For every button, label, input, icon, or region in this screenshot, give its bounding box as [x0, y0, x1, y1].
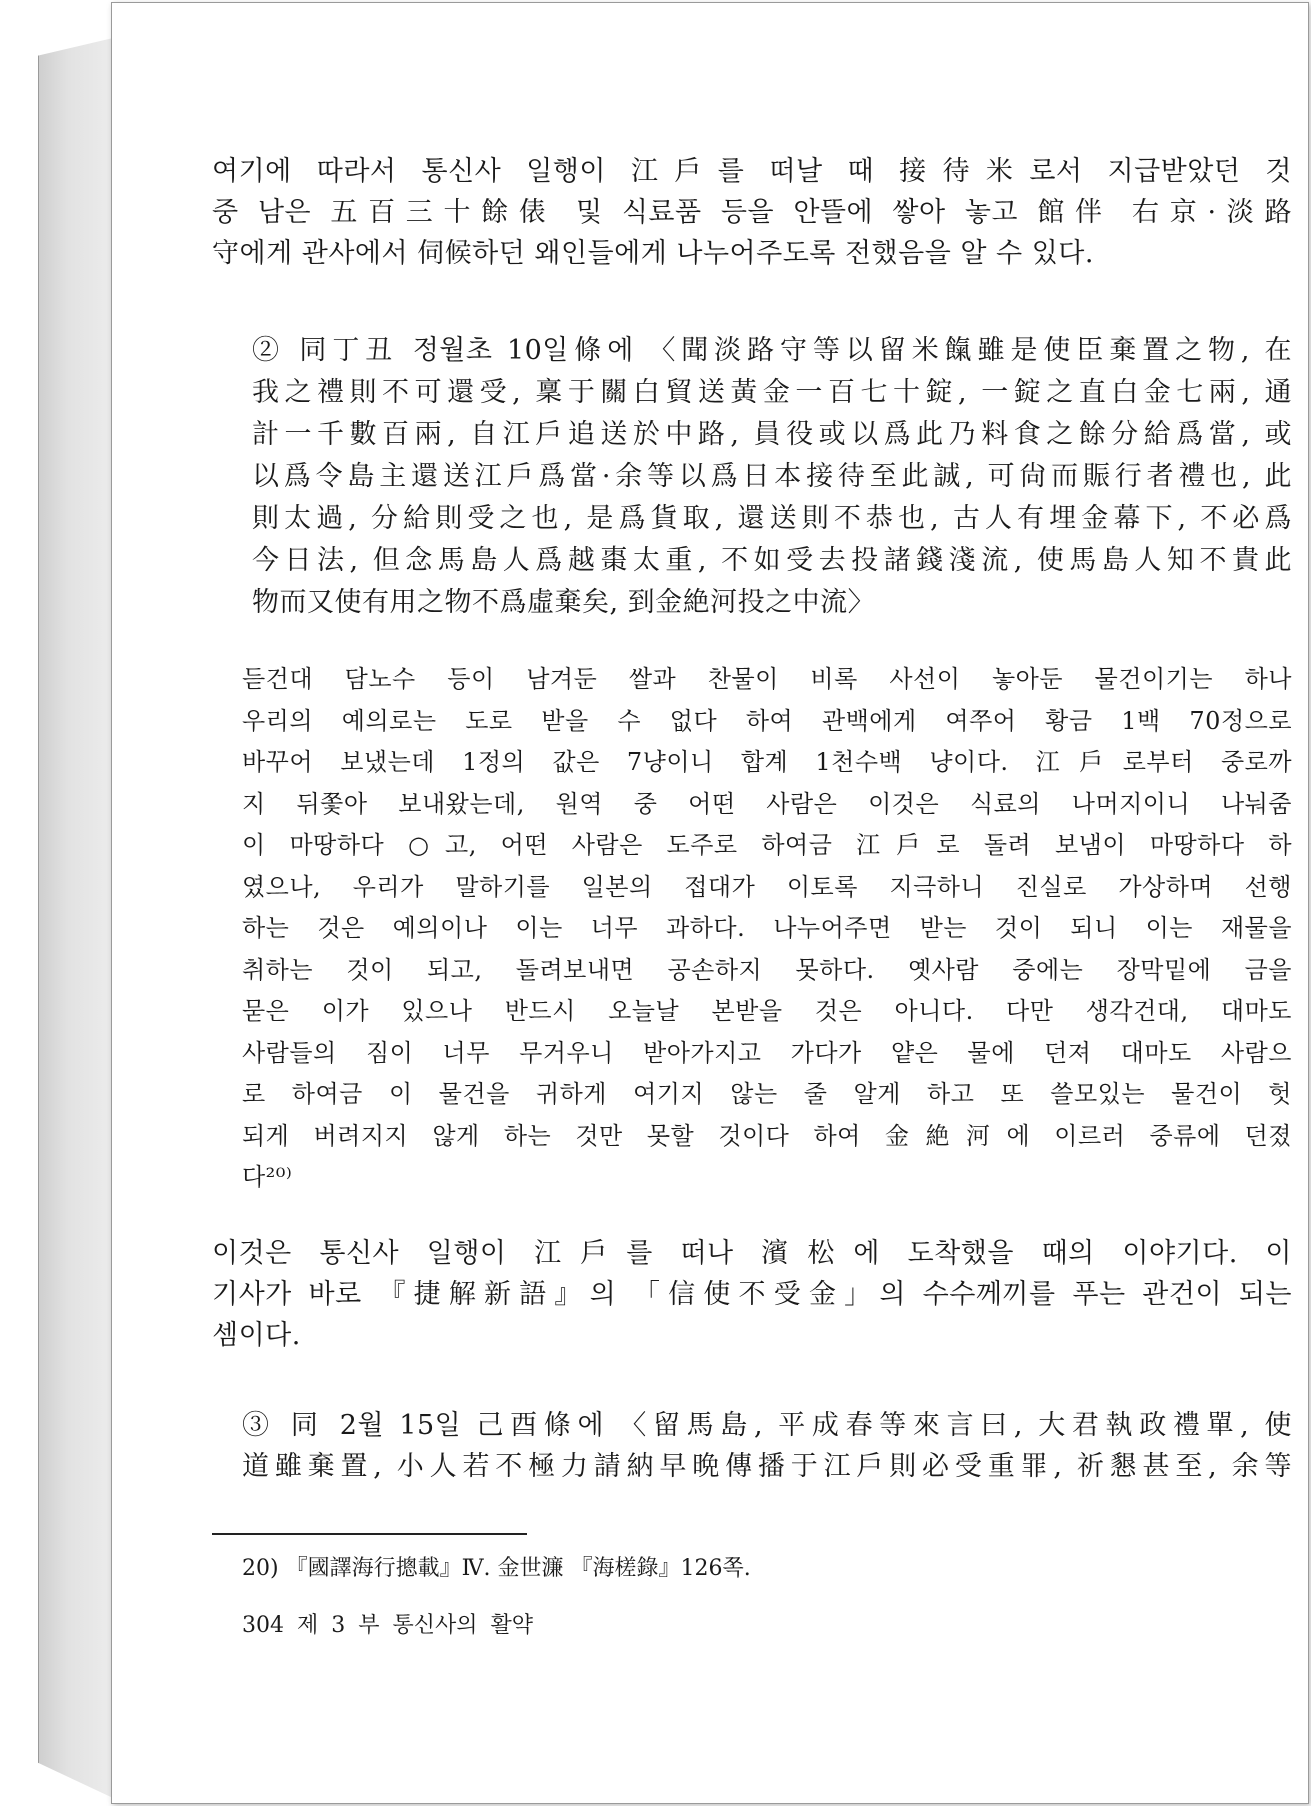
text-line: 되게 버려지지 않게 하는 것만 못할 것이다 하여 金絶河에 이르러 중류에 던졌: [242, 1121, 1292, 1150]
text-line: 今日法, 但念馬島人爲越棗太重, 不如受去投諸錢淺流, 使馬島人知不貴此: [252, 545, 1292, 576]
paragraph-1: [212, 151, 1292, 274]
text-line: 기사가 바로 『捷解新語』의 「信使不受金」의 수수께끼를 푸는 관건이 되는: [212, 1279, 1292, 1310]
text-line: 여기에 따라서 통신사 일행이 江戶를 떠날 때 接待米로서 지급받았던 것: [212, 156, 1292, 187]
running-footer: 304 제 3 부 통신사의 활약: [242, 1613, 533, 1638]
text-line: 우리의 예의로는 도로 받을 수 없다 하여 관백에게 여쭈어 황금 1백 70정으로: [242, 706, 1292, 735]
text-line: 計一千數百兩, 自江戶追送於中路, 員役或以爲此乃料食之餘分給爲當, 或: [252, 419, 1292, 450]
paragraph-4: [212, 1233, 1292, 1356]
text-line: ② 同丁丑 정월초 10일條에 〈聞淡路守等以留米餼雖是使臣棄置之物, 在: [252, 335, 1292, 366]
paragraph-5-quote: [242, 1405, 1292, 1487]
text-line: 則太過, 分給則受之也, 是爲貨取, 還送則不恭也, 古人有埋金幕下, 不必爲: [252, 503, 1292, 534]
text-line: 守에게 관사에서 伺候하던 왜인들에게 나누어주도록 전했음을 알 수 있다.: [212, 238, 1094, 269]
text-line: 지 뒤쫓아 보내왔는데, 원역 중 어떤 사람은 이것은 식료의 나머지이니 나눠줌: [242, 789, 1292, 818]
book-page: [111, 2, 1309, 1804]
text-line: 셈이다.: [212, 1320, 301, 1351]
text-line: 취하는 것이 되고, 돌려보내면 공손하지 못하다. 옛사람 중에는 장막밑에 금을: [242, 955, 1292, 984]
text-line: 我之禮則不可還受, 稟于關白貿送黃金一百七十錠, 一錠之直白金七兩, 通: [252, 377, 1292, 408]
paragraph-3-translation: [242, 659, 1292, 1199]
text-line: 듣건대 담노수 등이 남겨둔 쌀과 찬물이 비록 사선이 놓아둔 물건이기는 하나: [242, 665, 1292, 693]
text-line: 사람들의 짐이 너무 무거우니 받아가지고 가다가 얕은 물에 던져 대마도 사람으: [242, 1038, 1292, 1067]
text-line: 하는 것은 예의이나 이는 너무 과하다. 나누어주면 받는 것이 되니 이는 재물을: [242, 914, 1292, 942]
text-line: 이것은 통신사 일행이 江戶를 떠나 濱松에 도착했을 때의 이야기다. 이: [212, 1238, 1292, 1269]
text-line: 바꾸어 보냈는데 1정의 값은 7냥이니 합계 1천수백 냥이다. 江戶로부터 중로까: [242, 748, 1292, 776]
text-line: 道雖棄置, 小人若不極力請納早晩傳播于江戶則必受重罪, 祈懇甚至, 余等: [242, 1451, 1292, 1482]
footnote: 20) 『國譯海行摠載』Ⅳ. 金世濂 『海槎錄』126쪽.: [242, 1556, 751, 1581]
text-line: 다²⁰⁾: [242, 1163, 293, 1191]
text-line: 物而又使有用之物不爲虛棄矣, 到金絶河投之中流〉: [252, 587, 876, 618]
paragraph-2-quote: [252, 330, 1292, 624]
text-line: 였으나, 우리가 말하기를 일본의 접대가 이토록 지극하니 진실로 가상하며 선행: [242, 872, 1292, 901]
book-spine: [38, 38, 113, 1798]
footnote-divider: [212, 1533, 527, 1535]
text-line: 이 마땅하다 ○고, 어떤 사람은 도주로 하여금 江戶로 돌려 보냄이 마땅하다 하: [242, 831, 1292, 859]
text-line: 중 남은 五百三十餘俵 및 식료품 등을 안뜰에 쌓아 놓고 館伴 右京·淡路: [212, 197, 1292, 228]
text-line: ③ 同 2월 15일 己酉條에 〈留馬島, 平成春等來言曰, 大君執政禮單, 使: [242, 1410, 1292, 1441]
text-line: 以爲令島主還送江戶爲當·余等以爲日本接待至此誠, 可尙而賑行者禮也, 此: [252, 461, 1292, 492]
text-line: 묻은 이가 있으나 반드시 오늘날 본받을 것은 아니다. 다만 생각건대, 대마도: [242, 997, 1292, 1025]
text-line: 로 하여금 이 물건을 귀하게 여기지 않는 줄 알게 하고 또 쓸모있는 물건이 헛: [242, 1080, 1292, 1108]
